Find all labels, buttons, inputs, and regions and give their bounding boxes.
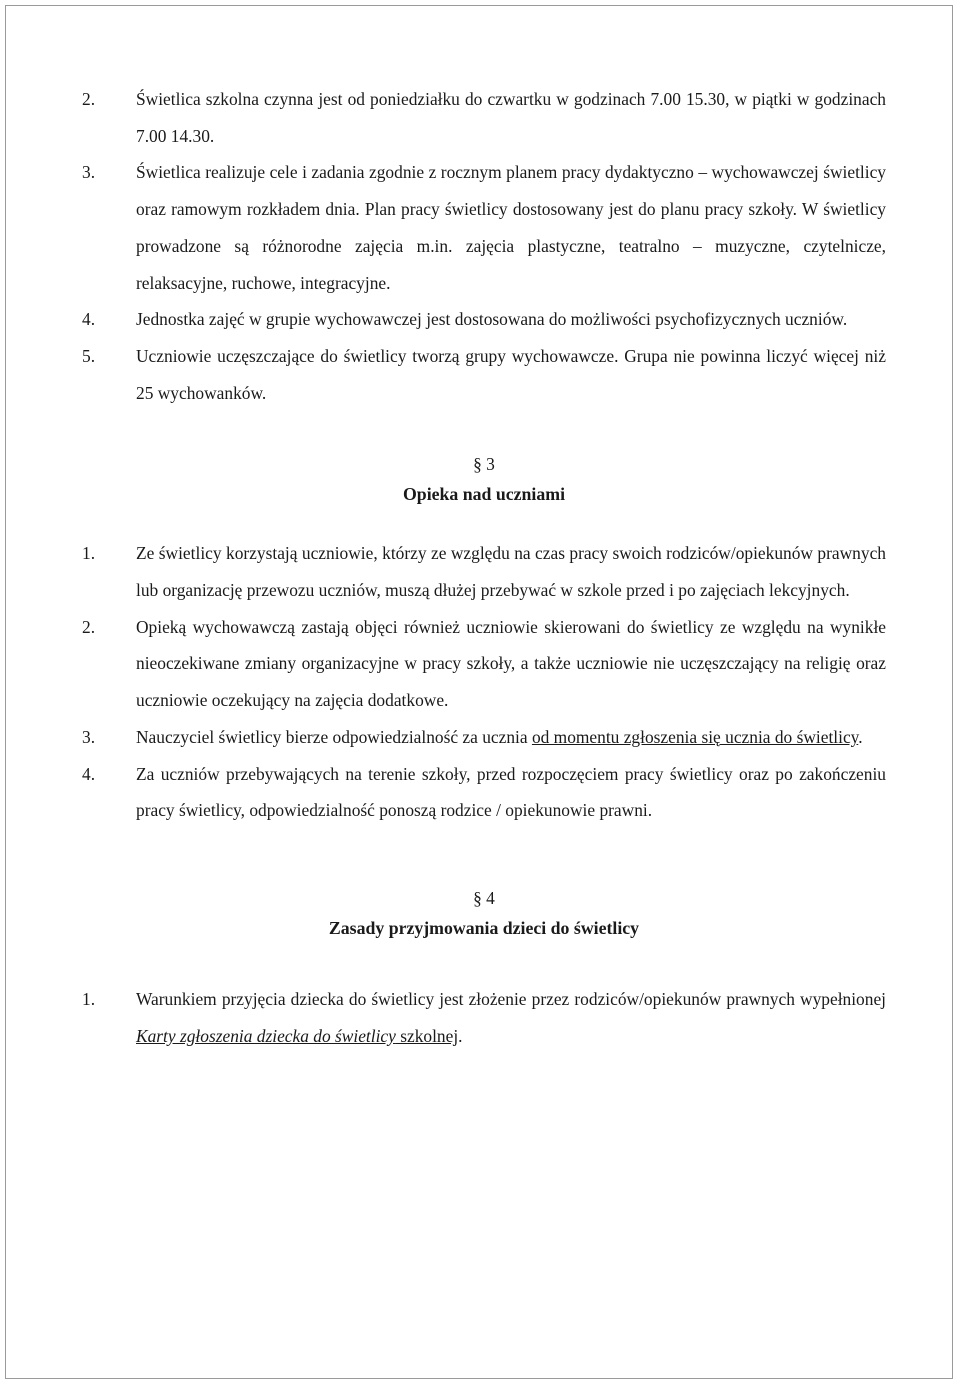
list-item <box>82 609 886 719</box>
section-sign: § 3 <box>473 454 495 475</box>
item-number: 4. <box>82 763 96 784</box>
section-title: Zasady przyjmowania dzieci do świetlicy <box>328 917 640 938</box>
item-number: 1. <box>82 988 96 1009</box>
item-text: Świetlica szkolna czynna jest od poniedziałku do czwartku w godzinach 7.00 15.30, w piątki w godzinach 7.00 14.30. <box>136 89 886 146</box>
underlined-phrase: od momentu zgłoszenia się ucznia do świetlicy <box>531 726 859 747</box>
item-text <box>136 981 886 1054</box>
section-title: Opieka nad uczniami <box>402 484 566 505</box>
item-number: 5. <box>82 345 96 366</box>
item-text: Jednostka zajęć w grupie wychowawczej jest dostosowana do możliwości psychofizycznych uczniów. <box>136 309 848 330</box>
item-text-end: . <box>458 1025 463 1046</box>
item-number: 4. <box>82 309 96 330</box>
section-heading-4 <box>82 883 886 943</box>
item-number: 3. <box>82 726 96 747</box>
list-item <box>82 338 886 411</box>
item-number: 3. <box>82 162 96 183</box>
list-item <box>82 81 886 154</box>
document-page <box>5 5 953 1379</box>
item-text <box>136 719 886 756</box>
item-text: Opieką wychowawczą zastają objęci również uczniowie skierowani do świetlicy ze względu na wynikłe nieoczekiwane zmiany organizacyjne w pracy szkoły, a także uczniowie nie uczęszczający na religię oraz uczniowie oczekujący na zajęcia dodatkowe. <box>136 616 886 711</box>
item-text: Uczniowie uczęszczające do świetlicy tworzą grupy wychowawcze. Grupa nie powinna liczyć więcej niż 25 wychowanków. <box>136 345 886 403</box>
list-item <box>82 981 886 1054</box>
item-number: 1. <box>82 543 96 564</box>
list-item <box>82 756 886 829</box>
section-sign: § 4 <box>473 887 495 908</box>
item-text: Świetlica realizuje cele i zadania zgodnie z rocznym planem pracy dydaktyczno – wychowawczej świetlicy oraz ramowym rozkładem dnia. Plan pracy świetlicy dostosowany jest do planu pracy szkoły. W świetlicy prowadzone są różnorodne zajęcia m.in. zajęcia plastyczne, teatralno – muzyczne, czytelnicze, relaksacyjne, ruchowe, integracyjne. <box>136 162 886 293</box>
document-body <box>82 81 886 1054</box>
underlined-word: szkolnej <box>395 1025 459 1046</box>
item-number: 2. <box>82 89 96 109</box>
item-text: Za uczniów przebywających na terenie szkoły, przed rozpoczęciem pracy świetlicy oraz po zakończeniu pracy świetlicy, odpowiedzialność ponoszą rodzice / opiekunowie prawni. <box>136 763 886 821</box>
list-item <box>82 154 886 301</box>
list-item <box>82 301 886 338</box>
item-text-start: Nauczyciel świetlicy bierze odpowiedzialność za ucznia <box>136 726 532 747</box>
item-text-start: Warunkiem przyjęcia dziecka do świetlicy jest złożenie przez rodziców/opiekunów prawnych wypełnionej <box>136 988 886 1009</box>
section-heading-3 <box>82 449 886 509</box>
list-item <box>82 535 886 608</box>
form-name-link: Karty zgłoszenia dziecka do świetlicy <box>136 1025 396 1046</box>
item-number: 2. <box>82 616 96 637</box>
item-text-end: . <box>858 726 863 747</box>
item-text: Ze świetlicy korzystają uczniowie, którzy ze względu na czas pracy swoich rodziców/opiekunów prawnych lub organizację przewozu uczniów, muszą dłużej przebywać w szkole przed i po zajęciach lekcyjnych. <box>136 543 886 601</box>
list-item <box>82 719 886 756</box>
